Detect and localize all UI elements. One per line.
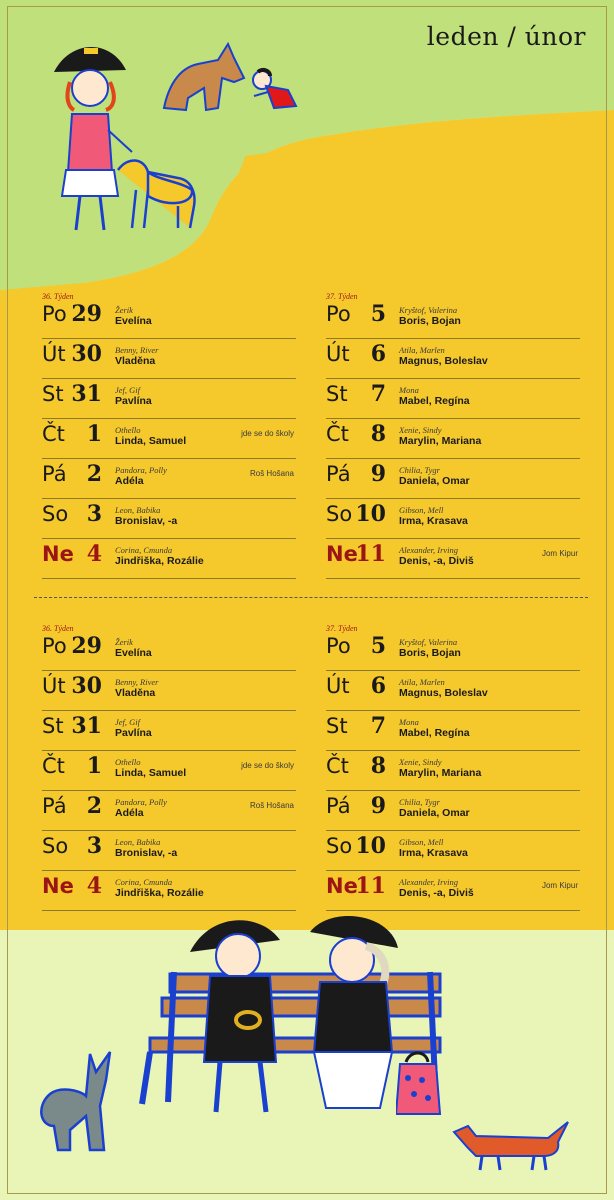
name-days — [399, 545, 474, 567]
week-label: 36. Týden — [42, 292, 74, 301]
brown-dog-icon — [158, 38, 248, 118]
day-number: 2 — [86, 461, 102, 487]
name-days — [115, 877, 204, 899]
name-days — [115, 345, 158, 367]
name-days — [115, 637, 152, 659]
day-row — [326, 460, 580, 499]
main-names: Linda, Samuel — [115, 767, 187, 779]
day-number: 2 — [86, 793, 102, 819]
day-row — [326, 752, 580, 791]
week-label: 37. Týden — [326, 292, 358, 301]
name-days — [115, 677, 158, 699]
name-days — [115, 837, 177, 859]
holiday-note: jde se do školy — [241, 429, 294, 438]
other-names: Pandora, Polly — [115, 465, 167, 475]
other-names: Pandora, Polly — [115, 797, 167, 807]
other-names: Mona — [399, 717, 419, 727]
name-days — [115, 425, 186, 447]
day-abbrev: Út — [42, 342, 66, 366]
holiday-note: Roš Hošana — [249, 469, 294, 478]
day-number: 10 — [355, 501, 386, 527]
main-names: Denis, -a, Diviš — [399, 555, 474, 567]
other-names: Gibson, Mell — [399, 505, 444, 515]
name-days — [399, 425, 481, 447]
day-number: 3 — [86, 501, 102, 527]
other-names: Alexander, Irving — [399, 877, 459, 887]
yellow-dog-icon — [108, 150, 203, 235]
name-days — [399, 345, 488, 367]
other-names: Leon, Babika — [115, 505, 161, 515]
main-names: Linda, Samuel — [115, 435, 187, 447]
main-names: Evelína — [115, 315, 152, 327]
other-names: Atila, Marlen — [399, 677, 445, 687]
day-abbrev: St — [42, 382, 64, 406]
day-row — [42, 792, 296, 831]
other-names: Atila, Marlen — [399, 345, 445, 355]
holiday-note: Roš Hošana — [249, 801, 294, 810]
day-row — [326, 300, 580, 339]
day-abbrev: Pá — [326, 462, 351, 486]
holiday-note: Jom Kipur — [541, 549, 578, 558]
day-row — [42, 632, 296, 671]
day-abbrev: St — [326, 714, 348, 738]
main-names: Pavlína — [115, 395, 152, 407]
day-number: 7 — [370, 713, 386, 739]
day-number: 1 — [86, 753, 102, 779]
day-row — [42, 460, 296, 499]
day-number: 30 — [71, 673, 102, 699]
main-names: Magnus, Boleslav — [399, 687, 488, 699]
main-names: Adéla — [115, 475, 144, 487]
gray-dog-icon — [30, 1046, 130, 1156]
day-number: 30 — [71, 341, 102, 367]
name-days — [399, 797, 470, 819]
other-names: Kryštof, Valerina — [399, 637, 458, 647]
day-number: 4 — [86, 541, 102, 567]
main-names: Marylin, Mariana — [399, 435, 482, 447]
name-days — [399, 877, 474, 899]
day-row — [326, 792, 580, 831]
day-number: 6 — [370, 673, 386, 699]
main-names: Denis, -a, Diviš — [399, 887, 474, 899]
holiday-note: jde se do školy — [241, 761, 294, 770]
name-days — [399, 505, 468, 527]
day-abbrev: Po — [326, 634, 351, 658]
name-days — [115, 505, 177, 527]
day-number: 3 — [86, 833, 102, 859]
name-days — [399, 677, 488, 699]
other-names: Gibson, Mell — [399, 837, 444, 847]
day-abbrev: Út — [326, 674, 350, 698]
other-names: Kryštof, Valerina — [399, 305, 458, 315]
other-names: Othello — [115, 425, 141, 435]
day-row — [42, 340, 296, 379]
day-abbrev: So — [326, 834, 353, 858]
day-row — [42, 380, 296, 419]
day-abbrev: St — [42, 714, 64, 738]
day-row — [42, 712, 296, 751]
day-row — [42, 672, 296, 711]
name-days — [399, 837, 468, 859]
day-row — [326, 420, 580, 459]
name-days — [399, 465, 470, 487]
other-names: Chilia, Tygr — [399, 465, 440, 475]
day-abbrev: Pá — [326, 794, 351, 818]
day-number: 7 — [370, 381, 386, 407]
main-names: Marylin, Mariana — [399, 767, 482, 779]
day-number: 1 — [86, 421, 102, 447]
main-names: Irma, Krasava — [399, 515, 468, 527]
main-names: Evelína — [115, 647, 152, 659]
name-days — [115, 757, 186, 779]
day-row — [326, 632, 580, 671]
main-names: Vladěna — [115, 355, 156, 367]
day-abbrev: St — [326, 382, 348, 406]
day-abbrev: Pá — [42, 462, 67, 486]
name-days — [115, 465, 167, 487]
main-names: Adéla — [115, 807, 144, 819]
name-days — [399, 637, 461, 659]
other-names: Leon, Babika — [115, 837, 161, 847]
day-row — [42, 420, 296, 459]
day-abbrev: Čt — [42, 422, 65, 446]
name-days — [115, 305, 152, 327]
name-days — [399, 305, 461, 327]
main-names: Bronislav, -a — [115, 515, 178, 527]
main-names: Daniela, Omar — [399, 807, 470, 819]
other-names: Benny, River — [115, 345, 159, 355]
day-row — [326, 540, 580, 579]
day-abbrev: Út — [42, 674, 66, 698]
main-names: Jindřiška, Rozálie — [115, 555, 204, 567]
day-abbrev: Čt — [326, 422, 349, 446]
day-number: 6 — [370, 341, 386, 367]
main-names: Bronislav, -a — [115, 847, 178, 859]
other-names: Benny, River — [115, 677, 159, 687]
name-days — [115, 717, 152, 739]
other-names: Xenie, Sindy — [399, 425, 442, 435]
day-abbrev: Čt — [326, 754, 349, 778]
day-row — [326, 832, 580, 871]
day-abbrev: Ne — [42, 874, 74, 898]
main-names: Mabel, Regína — [399, 727, 470, 739]
day-row — [326, 672, 580, 711]
month-title: leden / únor — [426, 22, 586, 51]
day-number: 5 — [370, 633, 386, 659]
day-abbrev: Ne — [326, 542, 358, 566]
day-abbrev: Po — [42, 302, 67, 326]
main-names: Boris, Bojan — [399, 315, 461, 327]
day-row — [42, 832, 296, 871]
day-number: 11 — [355, 873, 386, 899]
day-row — [42, 752, 296, 791]
other-names: Corina, Cmunda — [115, 877, 173, 887]
day-row — [42, 300, 296, 339]
day-row — [326, 712, 580, 751]
day-abbrev: Po — [42, 634, 67, 658]
polka-bag-icon — [396, 1050, 446, 1120]
main-names: Daniela, Omar — [399, 475, 470, 487]
day-number: 5 — [370, 301, 386, 327]
cut-line — [34, 597, 588, 598]
day-number: 8 — [370, 753, 386, 779]
day-number: 31 — [71, 381, 102, 407]
other-names: Othello — [115, 757, 141, 767]
day-row — [42, 540, 296, 579]
day-abbrev: So — [42, 502, 69, 526]
main-names: Vladěna — [115, 687, 156, 699]
day-abbrev: So — [42, 834, 69, 858]
other-names: Chilia, Tygr — [399, 797, 440, 807]
day-number: 9 — [370, 793, 386, 819]
main-names: Jindřiška, Rozálie — [115, 887, 204, 899]
other-names: Žerik — [115, 305, 133, 315]
day-number: 29 — [71, 633, 102, 659]
name-days — [115, 385, 152, 407]
other-names: Mona — [399, 385, 419, 395]
day-row — [326, 340, 580, 379]
holiday-note: Jom Kipur — [541, 881, 578, 890]
other-names: Jef, Gif — [115, 385, 141, 395]
day-abbrev: Út — [326, 342, 350, 366]
day-abbrev: So — [326, 502, 353, 526]
day-number: 31 — [71, 713, 102, 739]
name-days — [399, 717, 470, 739]
day-number: 11 — [355, 541, 386, 567]
name-days — [115, 797, 167, 819]
main-names: Mabel, Regína — [399, 395, 470, 407]
day-abbrev: Pá — [42, 794, 67, 818]
day-abbrev: Čt — [42, 754, 65, 778]
week-label: 37. Týden — [326, 624, 358, 633]
day-number: 9 — [370, 461, 386, 487]
day-row — [326, 500, 580, 539]
name-days — [115, 545, 204, 567]
main-names: Magnus, Boleslav — [399, 355, 488, 367]
day-number: 8 — [370, 421, 386, 447]
day-abbrev: Ne — [42, 542, 74, 566]
day-number: 10 — [355, 833, 386, 859]
day-row — [326, 380, 580, 419]
day-row — [42, 500, 296, 539]
day-abbrev: Ne — [326, 874, 358, 898]
main-names: Boris, Bojan — [399, 647, 461, 659]
other-names: Alexander, Irving — [399, 545, 459, 555]
day-number: 4 — [86, 873, 102, 899]
day-row — [42, 872, 296, 911]
day-abbrev: Po — [326, 302, 351, 326]
dachshund-icon — [448, 1112, 578, 1172]
other-names: Žerik — [115, 637, 133, 647]
day-number: 29 — [71, 301, 102, 327]
main-names: Irma, Krasava — [399, 847, 468, 859]
main-names: Pavlína — [115, 727, 152, 739]
other-names: Corina, Cmunda — [115, 545, 173, 555]
name-days — [399, 757, 481, 779]
other-names: Xenie, Sindy — [399, 757, 442, 767]
week-label: 36. Týden — [42, 624, 74, 633]
crouching-child-icon — [244, 66, 304, 116]
name-days — [399, 385, 470, 407]
other-names: Jef, Gif — [115, 717, 141, 727]
day-row — [326, 872, 580, 911]
